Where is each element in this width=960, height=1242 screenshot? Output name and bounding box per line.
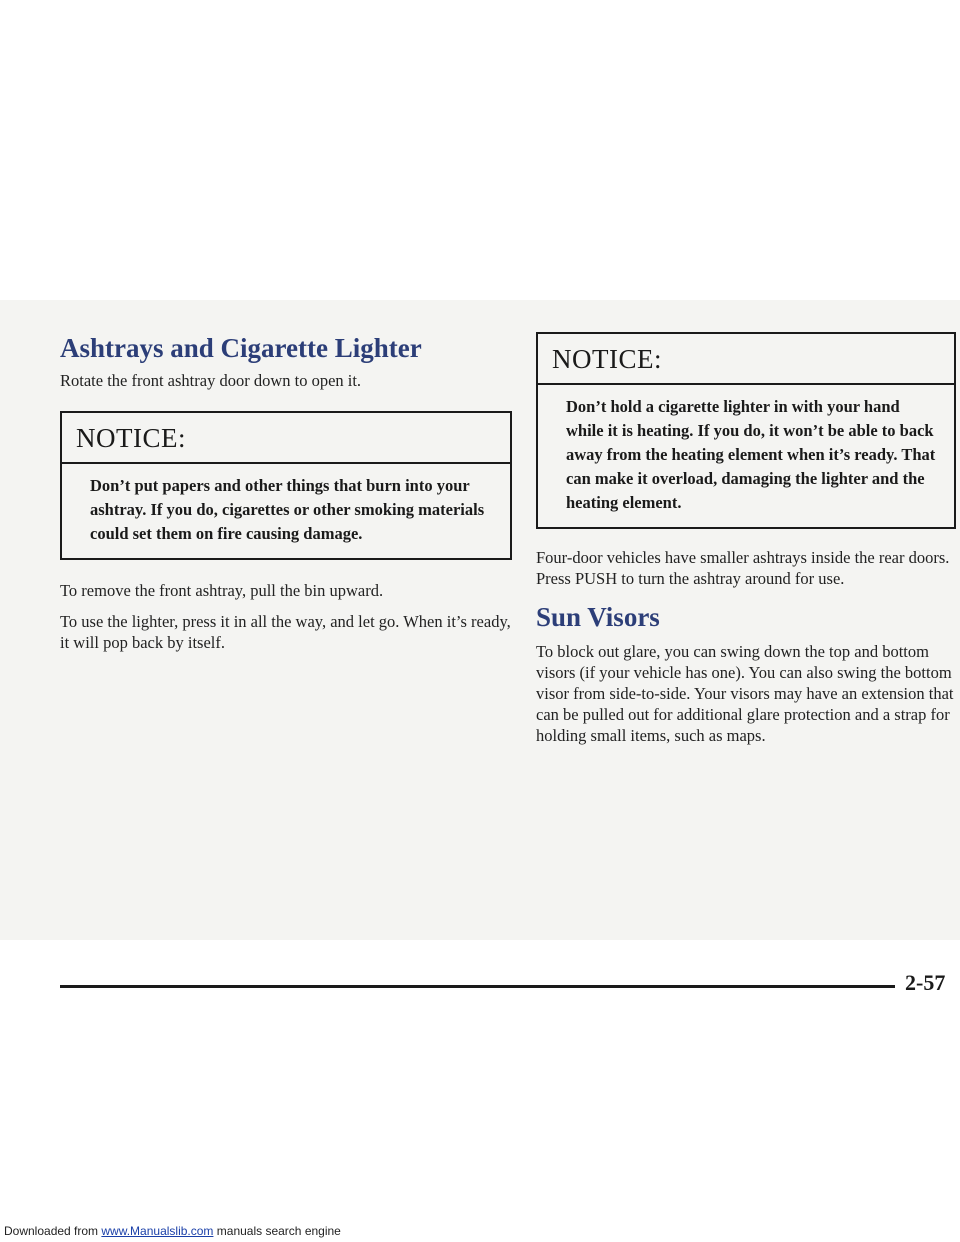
notice-box-ashtray <box>60 411 512 560</box>
rear-ashtray-text: Four-door vehicles have smaller ashtrays inside the rear doors. Press PUSH to turn the ashtray around for use. <box>536 548 950 588</box>
right-column <box>536 332 956 746</box>
ashtray-intro-text: Rotate the front ashtray door down to open it. <box>60 371 362 391</box>
footer-rule <box>60 985 895 988</box>
remove-ashtray-text: To remove the front ashtray, pull the bin upward. <box>60 581 384 601</box>
left-column <box>60 332 512 653</box>
footer-prefix: Downloaded from <box>4 1224 102 1238</box>
notice-text: Don’t hold a cigarette lighter in with your hand while it is heating. If you do, it won’t be able to back away from the heating element when it’s ready. That can make it overload, damaging the lighter and the heating element. <box>566 397 936 512</box>
notice-heading: NOTICE: <box>538 334 954 385</box>
lighter-usage-text: To use the lighter, press it in all the way, and let go. When it’s ready, it will pop back by itself. <box>60 612 511 653</box>
notice-box-lighter <box>536 332 956 529</box>
section-title-ashtrays: Ashtrays and Cigarette Lighter <box>60 333 422 363</box>
notice-text: Don’t put papers and other things that burn into your ashtray. If you do, cigarettes or other smoking materials could set them on fire causing damage. <box>90 476 485 544</box>
page-number: 2-57 <box>905 970 946 995</box>
sun-visors-text: To block out glare, you can swing down the top and bottom visors (if your vehicle has one). You can also swing the bottom visor from side-to-side. Your visors may have an extension that can be pulled out for additional glare protection and a strap for holding small items, such as maps. <box>536 642 954 746</box>
download-footer <box>4 1224 341 1238</box>
footer-suffix: manuals search engine <box>213 1224 341 1238</box>
section-title-sun-visors: Sun Visors <box>536 602 660 632</box>
notice-heading: NOTICE: <box>62 413 510 464</box>
manualslib-link[interactable]: www.Manualslib.com <box>101 1224 214 1238</box>
